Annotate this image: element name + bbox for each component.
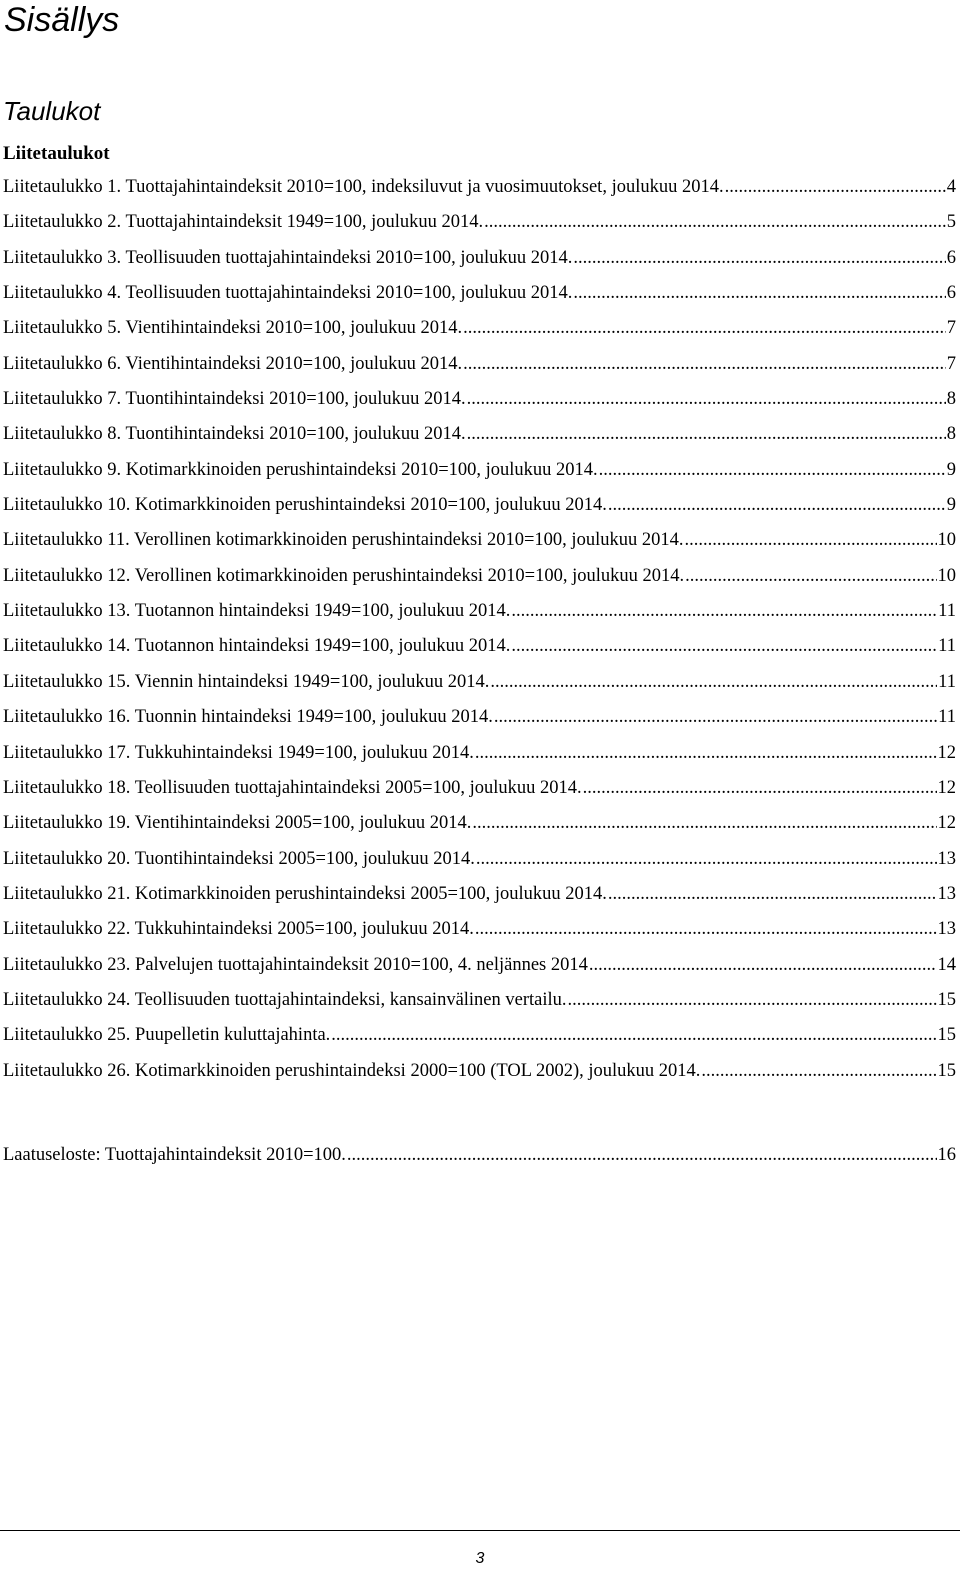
toc-entry-page: 8 xyxy=(946,424,956,445)
toc-entry-page: 10 xyxy=(937,565,956,586)
toc-entry[interactable] xyxy=(3,347,956,382)
toc-entry-text: Liitetaulukko 20. Tuontihintaindeksi 2005=100, joulukuu 2014. xyxy=(3,848,475,869)
toc-entry-text: Liitetaulukko 19. Vientihintaindeksi 2005=100, joulukuu 2014. xyxy=(3,813,472,834)
toc-entry-text: Liitetaulukko 13. Tuotannon hintaindeksi 1949=100, joulukuu 2014. xyxy=(3,601,511,622)
footer-page-number: 3 xyxy=(475,1550,485,1567)
toc-entry[interactable] xyxy=(3,948,956,983)
toc-leader-dots xyxy=(331,1018,936,1053)
toc-entry-text: Liitetaulukko 21. Kotimarkkinoiden perushintaindeksi 2005=100, joulukuu 2014. xyxy=(3,883,607,904)
toc-leader-dots xyxy=(475,736,937,771)
toc-entry-text: Liitetaulukko 22. Tukkuhintaindeksi 2005=100, joulukuu 2014. xyxy=(3,919,474,940)
toc-leader-dots xyxy=(467,382,946,417)
toc-entry-page: 12 xyxy=(937,742,956,763)
toc-entry[interactable] xyxy=(3,170,956,205)
toc-entry[interactable] xyxy=(3,877,956,912)
toc-entry[interactable] xyxy=(3,665,956,700)
toc-leader-dots xyxy=(573,241,945,276)
footer-divider xyxy=(0,1530,960,1531)
toc-entry-page: 4 xyxy=(946,177,956,197)
toc-entry[interactable] xyxy=(3,700,956,735)
toc-entry-page: 9 xyxy=(946,459,956,480)
toc-entry[interactable] xyxy=(3,594,956,629)
page-title: Sisällys xyxy=(4,1,120,39)
toc-entry-text: Liitetaulukko 7. Tuontihintaindeksi 2010=100, joulukuu 2014. xyxy=(3,389,466,410)
toc-leader-dots xyxy=(476,842,937,877)
toc-entry-text: Liitetaulukko 6. Vientihintaindeksi 2010=100, joulukuu 2014. xyxy=(3,353,463,374)
toc-leader-dots xyxy=(608,877,937,912)
toc-entry[interactable] xyxy=(3,523,956,558)
toc-entry-text: Liitetaulukko 25. Puupelletin kuluttajahinta. xyxy=(3,1025,331,1046)
toc-entry[interactable] xyxy=(3,417,956,452)
toc-entry-text: Liitetaulukko 10. Kotimarkkinoiden perushintaindeksi 2010=100, joulukuu 2014. xyxy=(3,495,607,516)
toc-list xyxy=(3,170,956,1089)
toc-entry-page: 15 xyxy=(937,1060,956,1081)
toc-entry[interactable] xyxy=(3,1054,956,1089)
toc-entry-text: Liitetaulukko 18. Teollisuuden tuottajahintaindeksi 2005=100, joulukuu 2014. xyxy=(3,777,582,798)
toc-leader-dots xyxy=(608,488,946,523)
toc-leader-dots xyxy=(701,1054,936,1089)
toc-entry-page: 16 xyxy=(937,1145,956,1165)
toc-entry-text: Liitetaulukko 9. Kotimarkkinoiden perushintaindeksi 2010=100, joulukuu 2014. xyxy=(3,459,598,480)
toc-leader-dots xyxy=(684,523,936,558)
toc-entry-text: Liitetaulukko 26. Kotimarkkinoiden perushintaindeksi 2000=100 (TOL 2002), joulukuu 2014. xyxy=(3,1060,701,1081)
toc-leader-dots xyxy=(573,276,945,311)
toc-entry-page: 13 xyxy=(937,883,956,904)
toc-entry-page: 13 xyxy=(937,848,956,869)
toc-entry[interactable] xyxy=(3,453,956,488)
toc-entry[interactable] xyxy=(3,382,956,417)
toc-entry[interactable] xyxy=(3,276,956,311)
toc-entry-page: 12 xyxy=(937,777,956,798)
toc-entry-page: 11 xyxy=(938,707,956,728)
toc-entry-text: Liitetaulukko 14. Tuotannon hintaindeksi 1949=100, joulukuu 2014. xyxy=(3,636,511,657)
toc-leader-dots xyxy=(725,170,946,205)
toc-leader-dots xyxy=(568,983,937,1018)
toc-entry[interactable] xyxy=(3,311,956,346)
toc-leader-dots xyxy=(583,771,937,806)
toc-entry-page: 11 xyxy=(938,636,956,657)
toc-entry-page: 11 xyxy=(938,601,956,622)
toc-entry-page: 7 xyxy=(946,353,956,374)
toc-entry-text: Liitetaulukko 23. Palvelujen tuottajahintaindeksit 2010=100, 4. neljännes 2014 xyxy=(3,954,588,975)
toc-entry-text: Liitetaulukko 16. Tuonnin hintaindeksi 1949=100, joulukuu 2014. xyxy=(3,707,493,728)
toc-entry-text: Liitetaulukko 17. Tukkuhintaindeksi 1949=100, joulukuu 2014. xyxy=(3,742,474,763)
toc-entry-page: 15 xyxy=(937,989,956,1010)
section-title: Taulukot xyxy=(3,96,101,126)
toc-entry-text: Liitetaulukko 2. Tuottajahintaindeksit 1949=100, joulukuu 2014. xyxy=(3,212,484,233)
toc-leader-dots xyxy=(685,559,936,594)
toc-entry[interactable] xyxy=(3,983,956,1018)
toc-entry-page: 11 xyxy=(938,671,956,692)
toc-leader-dots xyxy=(494,700,937,735)
toc-entry[interactable] xyxy=(3,842,956,877)
toc-entry-page: 14 xyxy=(937,954,956,975)
toc-entry-page: 9 xyxy=(946,495,956,516)
toc-entry[interactable] xyxy=(3,205,956,240)
toc-entry-page: 12 xyxy=(937,813,956,834)
toc-leader-dots xyxy=(463,347,946,382)
toc-entry-text: Liitetaulukko 3. Teollisuuden tuottajahintaindeksi 2010=100, joulukuu 2014. xyxy=(3,247,573,268)
toc-entry[interactable] xyxy=(3,912,956,947)
toc-entry-text: Liitetaulukko 15. Viennin hintaindeksi 1949=100, joulukuu 2014. xyxy=(3,671,490,692)
toc-entry-text: Liitetaulukko 5. Vientihintaindeksi 2010=100, joulukuu 2014. xyxy=(3,318,463,339)
toc-entry[interactable] xyxy=(3,736,956,771)
toc-entry[interactable] xyxy=(3,1018,956,1053)
toc-entry-page: 15 xyxy=(937,1025,956,1046)
toc-entry-text: Liitetaulukko 4. Teollisuuden tuottajahintaindeksi 2010=100, joulukuu 2014. xyxy=(3,283,573,304)
toc-entry-text: Laatuseloste: Tuottajahintaindeksit 2010=100. xyxy=(3,1145,346,1165)
toc-entry[interactable] xyxy=(3,241,956,276)
toc-entry-page: 7 xyxy=(946,318,956,339)
toc-entry-page: 13 xyxy=(937,919,956,940)
toc-entry-text: Liitetaulukko 24. Teollisuuden tuottajahintaindeksi, kansainvälinen vertailu. xyxy=(3,989,567,1010)
toc-leader-dots xyxy=(472,806,936,841)
toc-leader-dots xyxy=(511,629,937,664)
toc-leader-dots xyxy=(589,948,937,983)
group-label: Liitetaulukot xyxy=(3,143,110,164)
toc-entry[interactable] xyxy=(3,488,956,523)
toc-entry-text: Liitetaulukko 12. Verollinen kotimarkkinoiden perushintaindeksi 2010=100, joulukuu 2014. xyxy=(3,565,685,586)
toc-entry[interactable] xyxy=(3,559,956,594)
toc-entry-quality[interactable] xyxy=(3,1138,956,1172)
toc-entry-page: 6 xyxy=(946,247,956,268)
toc-entry-text: Liitetaulukko 1. Tuottajahintaindeksit 2010=100, indeksiluvut ja vuosimuutokset, joulukuu 2014. xyxy=(3,177,724,197)
toc-entry[interactable] xyxy=(3,806,956,841)
toc-leader-dots xyxy=(511,594,937,629)
toc-entry-page: 8 xyxy=(946,389,956,410)
toc-entry-page: 10 xyxy=(937,530,956,551)
toc-leader-dots xyxy=(484,205,946,240)
toc-leader-dots xyxy=(463,311,946,346)
toc-leader-dots xyxy=(475,912,937,947)
toc-entry-page: 6 xyxy=(946,283,956,304)
toc-leader-dots xyxy=(467,417,946,452)
toc-entry-text: Liitetaulukko 11. Verollinen kotimarkkinoiden perushintaindeksi 2010=100, joulukuu 2014. xyxy=(3,530,684,551)
toc-leader-dots xyxy=(599,453,946,488)
toc-entry-page: 5 xyxy=(946,212,956,233)
toc-leader-dots xyxy=(490,665,937,700)
toc-entry[interactable] xyxy=(3,771,956,806)
toc-leader-dots xyxy=(347,1138,937,1172)
toc-entry-text: Liitetaulukko 8. Tuontihintaindeksi 2010=100, joulukuu 2014. xyxy=(3,424,466,445)
toc-entry[interactable] xyxy=(3,629,956,664)
